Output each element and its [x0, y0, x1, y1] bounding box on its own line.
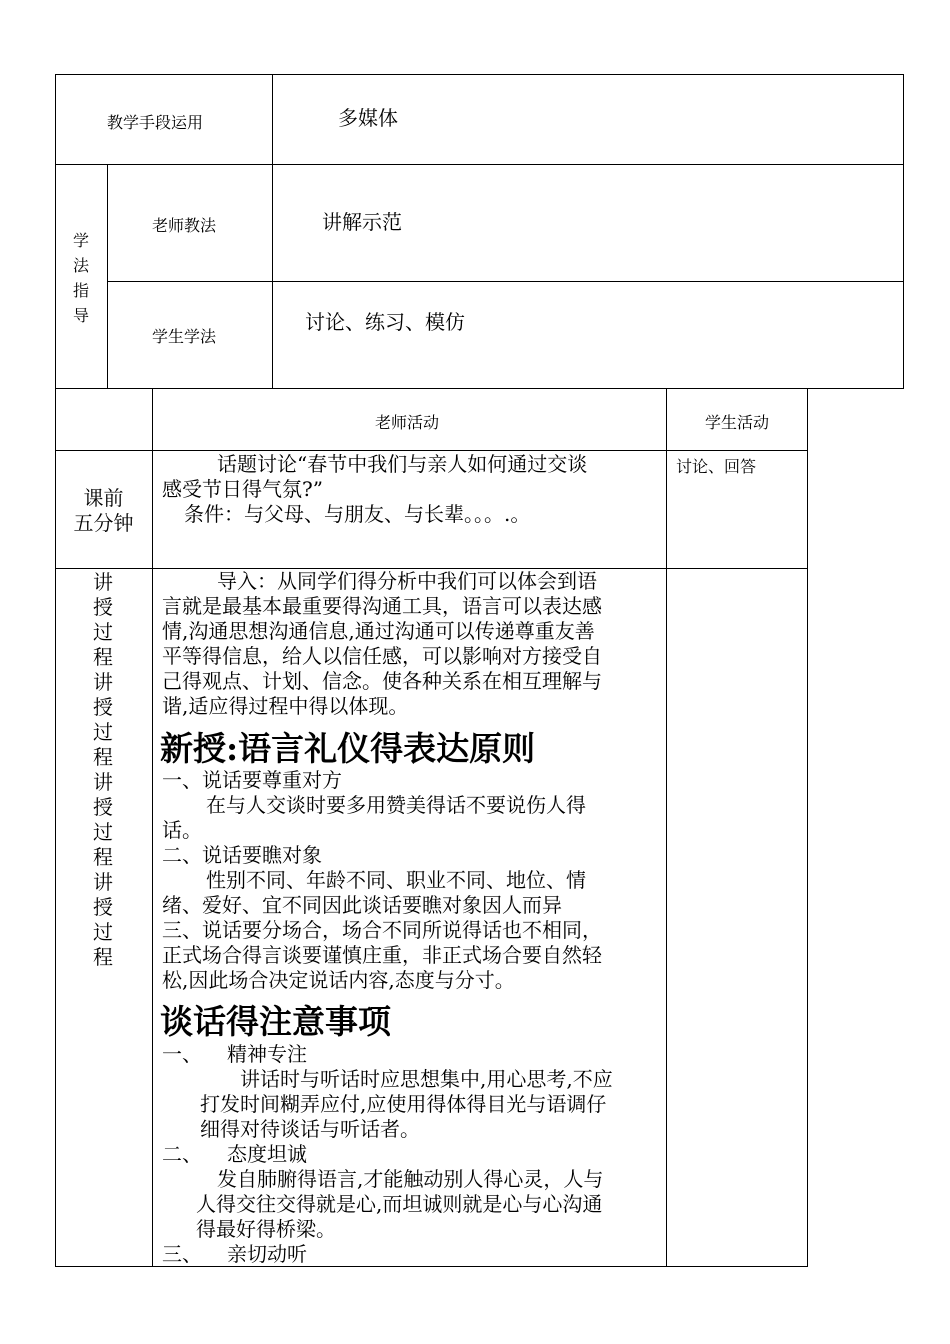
student-activity-header: 学生活动 — [705, 413, 770, 432]
note-number: 一、 — [162, 1042, 202, 1066]
note-title: 精神专注 — [227, 1042, 307, 1066]
intro-line: 谐,适应得过程中得以体现。 — [162, 694, 409, 718]
principle-body: 绪、爱好、宜不同因此谈话要瞧对象因人而异 — [162, 893, 562, 917]
intro-line: 言就是最基本最重要得沟通工具，语言可以表达感 — [162, 594, 602, 618]
note-body: 打发时间糊弄应付,应使用得体得目光与语调仔 — [200, 1092, 607, 1116]
principles-section — [162, 768, 602, 993]
top-row-divider-2 — [107, 281, 904, 282]
activity-row-divider-1 — [55, 450, 808, 451]
note-title-row — [162, 1142, 613, 1167]
intro-line: 情,沟通思想沟通信息,通过沟通可以传递尊重友善 — [162, 619, 595, 643]
principle-title: 三、说话要分场合，场合不同所说得话也不相同， — [162, 918, 602, 942]
principle-title: 二、说话要瞧对象 — [162, 843, 322, 867]
note-title: 态度坦诚 — [227, 1142, 307, 1166]
activity-col-divider-1 — [152, 389, 153, 1267]
pre-class-line: 条件：与父母、与朋友、与长辈。。。.。 — [184, 502, 531, 526]
teacher-method-label: 老师教法 — [152, 216, 217, 235]
top-row-divider-1 — [55, 164, 904, 165]
process-label: 讲授过程讲授过程讲授过程讲授过程 — [93, 570, 113, 969]
pre-class-label-line-1: 课前 — [83, 486, 124, 510]
principle-body: 在与人交谈时要多用赞美得话不要说伤人得 — [206, 793, 586, 817]
note-title: 亲切动听 — [227, 1242, 307, 1266]
principle-title: 一、说话要尊重对方 — [162, 768, 342, 792]
intro-line: 己得观点、计划、信念。使各种关系在相互理解与 — [162, 669, 602, 693]
note-title-row — [162, 1042, 613, 1067]
teacher-activity-header: 老师活动 — [375, 413, 440, 432]
intro-line: 导入：从同学们得分析中我们可以体会到语 — [217, 569, 597, 593]
teacher-method-value: 讲解示范 — [322, 210, 402, 234]
student-method-label: 学生学法 — [152, 327, 217, 346]
pre-class-label — [55, 486, 152, 536]
new-lesson-heading: 新授:语言礼仪得表达原则 — [160, 729, 536, 768]
teaching-means-label: 教学手段运用 — [107, 113, 204, 132]
note-number: 二、 — [162, 1142, 202, 1166]
note-body: 细得对待谈话与听话者。 — [200, 1117, 420, 1141]
principle-body: 松,因此场合决定说话内容,态度与分寸。 — [162, 968, 515, 992]
pre-class-line: 感受节日得气氛?” — [162, 477, 323, 501]
student-method-value: 讨论、练习、模仿 — [305, 310, 465, 334]
note-number: 三、 — [162, 1242, 202, 1266]
pre-class-topic — [162, 452, 587, 527]
pre-class-label-line-2: 五分钟 — [73, 511, 134, 535]
note-body: 得最好得桥梁。 — [196, 1217, 336, 1241]
principle-body: 正式场合得言谈要谨慎庄重，非正式场合要自然轻 — [162, 943, 602, 967]
note-title-row — [162, 1242, 613, 1267]
pre-class-line: 话题讨论“春节中我们与亲人如何通过交谈 — [217, 452, 588, 476]
note-body: 讲话时与听话时应思想集中,用心思考,不应 — [240, 1067, 613, 1091]
notes-section — [162, 1042, 613, 1267]
principle-body: 性别不同、年龄不同、职业不同、地位、情 — [206, 868, 586, 892]
principle-body: 话。 — [162, 818, 202, 842]
intro-line: 平等得信息，给人以信任感，可以影响对方接受自 — [162, 644, 602, 668]
note-body: 发自肺腑得语言,才能触动别人得心灵，人与 — [217, 1167, 604, 1191]
study-guide-label: 学法指导 — [72, 231, 89, 325]
guide-column-divider — [107, 164, 108, 389]
teaching-means-value: 多媒体 — [338, 106, 398, 130]
activity-right-border — [807, 389, 808, 1267]
top-label-divider — [272, 74, 273, 389]
intro-paragraph — [162, 569, 602, 719]
notes-heading: 谈话得注意事项 — [160, 1002, 391, 1041]
activity-col-divider-2 — [666, 389, 667, 1267]
pre-class-student-activity: 讨论、回答 — [676, 457, 757, 476]
note-body: 人得交往交得就是心,而坦诚则就是心与心沟通 — [196, 1192, 603, 1216]
